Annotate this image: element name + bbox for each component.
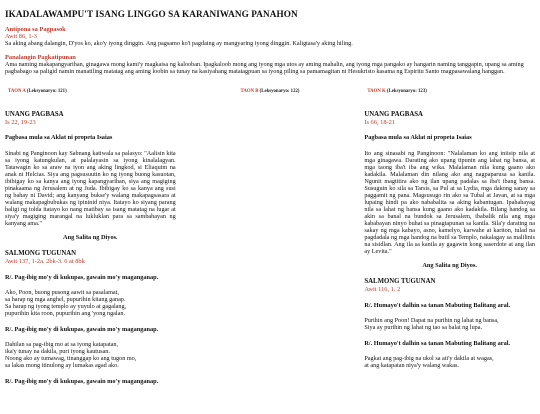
column-taon-a [5,89,176,393]
psalm-response: R/. Pag-ibig mo'y di kukupas, gawain mo'y maganganap. [5,273,159,281]
psalm-ref: Awit 137, 1-2a. 2bk-3. 6 at 8bk [5,257,85,265]
column-taon-k [364,89,535,393]
taon-a-name: TAON A [8,89,26,95]
verse-line: Noong ako ay tumawag, tinanggap ko ang tugon mo, [5,355,137,363]
psalm-title: SALMONG TUGUNAN [5,249,77,257]
psalm-stanza [364,355,535,369]
readings-columns [5,89,535,393]
verse-line: Dahilan sa pag-ibig mo at sa iyong katapatan, [5,341,119,349]
verse-line: pupurihin kita roon, pupurihin ang 'yong ngalan. [5,310,126,318]
verse-line: Purihin ang Poon! Dapat na purihin ng lahat ng bansa, [364,317,499,325]
reading-title: UNANG PAGBASA [364,111,423,119]
reading-ref: Is 66, 18-21 [364,119,396,127]
verse-line: Siya ay purihin ng lahat ng tao sa balat ng lupa. [364,324,483,332]
reading-closing: Ang Salita ng Diyos. [422,261,477,269]
reading-closing: Ang Salita ng Diyos. [63,233,118,241]
verse-line: sa harap ng mga anghel, pupurihin kitang ganap. [5,296,126,304]
psalm-ref: Awit 116, 1. 2 [364,285,401,293]
panalangin-text: Ama naming makapangyarihan, ginagawa mong kami'y magkaisa ng kalooban. Ipagkaloob mong ang iyong mga utos ay aming mahalin, ang iyong mga pangako ay hangarin naming tanggapin, upang sa aming pagbabago sa paligid namin manatiling matatag ang aming loobin sa tunay na kasiyahang matatagpuan sa iyong piling sa pamamagitan ni Hesukristo kasama ng Espiritu Santo magpasawalang hanggan. [5,60,524,76]
psalm-stanza [5,289,176,317]
taon-k-label [367,89,535,97]
psalm-response: R/. Pag-ibig mo'y di kukupas, gawain mo'y maganganap. [5,378,159,386]
reading-title: UNANG PAGBASA [5,111,64,119]
antipona-ref: Awit 86, 1-3 [5,33,37,41]
column-taon-b [185,89,356,393]
psalm-stanza [364,317,535,331]
taon-k-name: TAON K [367,89,386,95]
verse-line: sa lakas mong itinulong ay lumakas agad ako. [5,362,119,370]
reading-text: Sinabi ng Panginoon kay Sabnang katiwala sa palasyo: "Aalisin kita sa iyong katungkulan, at palalayasin sa iyong kinalalagyan. Tatawagin ko sa araw na iyon ang aking lingkod, si Eliaquim na anak ni Helcias. Siya ang pagsusuutin ko ng iyong buong kasuotan, ibibigay ko sa kanya ang iyong kapangyarihan, siya ang magiging pinakaama ng Jerusalem at ng Juda. Ibibigay ko sa kanya ang susi ng bahay ni David; ang kanyang bukse'y walang makapagsasara at walang makapagbubukas ng ipininid niya. Itatayo ko siyang parang haligi ng tolda itatayo ko nang matibay sa isang matatag na lugar at siya'y magiging marangal na lukluklan para sa sambahayan ng kanyang ama." [5,149,176,227]
page-title: IKADALAWAMPU'T ISANG LINGGO SA KARANIWANG PANAHON [5,9,298,19]
page [0,9,540,414]
verse-line: at ang katapatan niya'y walang wakas. [364,362,459,370]
psalm-response: R/. Humayo't dalhin sa tanan Mabuting Balitang aral. [364,340,511,348]
reading-intro: Pagbasa mula sa Aklat ni propeta Isaias [364,134,472,142]
reading-text: Ito ang sinasabi ng Panginoon: "Nalalaman ko ang iniisip nila at mga ginagawa. Darating ako upang tipunin ang lahat ng bansa, at mga taong iba't iba ang wika. Malalaman nila kung gaano ako kadakila. Malalaman din nilang ako ang nagpaparusa sa kanila. Ngunit magtitira ako ng ilan upang padalas sa iba't ibang bansa. Susuguin ko sila sa Tarsis, sa Pul at sa Lydia, mga dakong sanay sa paggamit ng pana. Magsusugo rin ako sa Tubal at Javan, at sa mga lupaing hindi pa ako nababalita sa aking kabantugan. Ipahahayag nila sa lahat ng bansa kung gaano ako kadakila. Bilang handog sa akin sa banal na bundok sa Jerusalem, ibabalik nila ang mga kababayan ninyo buhat sa pinagtapunan sa kanila. Sila'y darating na sakay ng mga kabayo, asno, kamelyo, karwahe at kariton, tulad na pagdadala ng mga handog na butil sa Templo, nakalagay sa malilinis na sisidlan. Ang ila sa kanila ay gagawin kong saserdote at ang ilan ay Levita." [364,149,536,255]
psalm-response: R/. Humayo't dalhin sa tanan Mabuting Balitang aral. [364,301,511,309]
verse-line: ika'y tunay na dakila, puri iyong kautusan. [5,348,110,356]
taon-b-name: TAON B [240,89,259,95]
verse-line: Pagkat ang pag-ibig na ukol sa ati'y dakila at wagas, [364,355,494,363]
taon-a-number: (Leksyonaryo: 121) [26,89,67,95]
psalm-response: R/. Pag-ibig mo'y di kukupas, gawain mo'y maganganap. [5,326,159,334]
psalm-stanza [5,341,176,369]
reading-intro: Pagbasa mula sa Aklat ni propeta Isaias [5,134,113,142]
taon-b-number: (Leksyonaryo: 122) [259,89,300,95]
taon-k-number: (Leksyonaryo: 123) [386,89,427,95]
antipona-section [5,26,535,48]
antipona-text: Sa aking abang dalangin, D'yos ko, ako'y iyong dinggin. Ang pagsamo ko't pagdaing ay mangyaring iyong dinggin. Kaligtasa'y aking hiling. [5,40,353,48]
verse-line: Ako, Poon, buong pusong aawit sa pasalamat, [5,289,119,297]
taon-b-label [185,89,356,97]
panalangin-section [5,54,535,76]
reading-ref: Is 22, 19-23 [5,119,36,127]
verse-line: Sa harap ng iyong templo ay yuyulo at gagalang, [5,303,127,311]
taon-a-label [8,89,176,97]
antipona-heading: Antipona sa Pagpasok [5,26,66,33]
panalangin-heading: Panalangin Pagkatipunan [5,53,76,61]
psalm-title: SALMONG TUGUNAN [364,277,436,285]
